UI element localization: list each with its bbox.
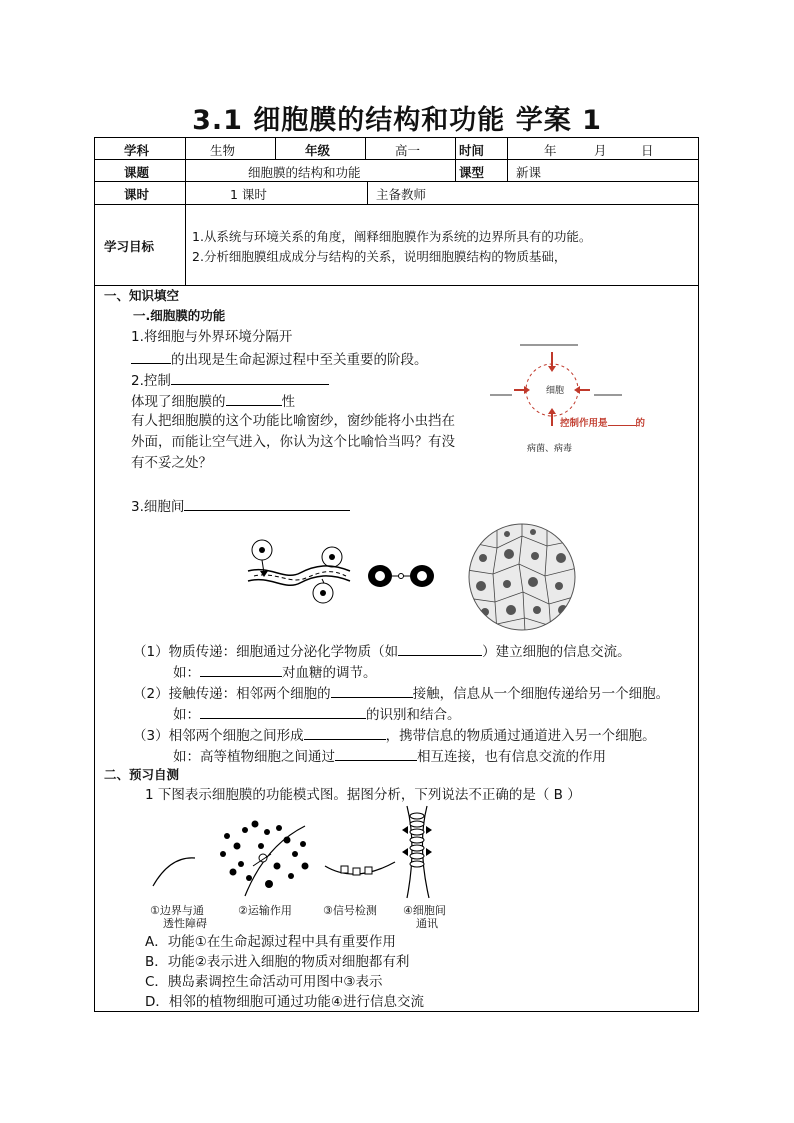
option-d[interactable]: D．相邻的植物细胞可通过功能④进行信息交流: [145, 994, 424, 1010]
blank-line[interactable]: [398, 641, 482, 656]
point2b-line: 体现了细胞膜的 性: [131, 391, 295, 411]
time-month: 月: [594, 143, 607, 158]
point1-line: 的出现是生命起源过程中至关重要的阶段。: [131, 349, 428, 369]
page-title: 3.1 细胞膜的结构和功能 学案 1: [192, 105, 602, 136]
figure-label-4b: 通讯: [416, 917, 438, 930]
blank-line[interactable]: [200, 662, 282, 677]
figure-label-2: ②运输作用: [238, 904, 292, 917]
section1-subheading: 一.细胞膜的功能: [133, 308, 226, 323]
point1: 1.将细胞与外界环境分隔开: [131, 329, 293, 345]
period-label: 课时: [124, 187, 150, 202]
cell-contact-figure: [366, 561, 436, 591]
figure-control-label: 控制作用是 的: [560, 418, 646, 429]
question-1: 1 下图表示细胞膜的功能模式图。据图分析，下列说法不正确的是（ B ）: [145, 787, 581, 803]
type-label: 课型: [459, 165, 485, 180]
blank-line[interactable]: [226, 391, 282, 406]
option-a[interactable]: A．功能①在生命起源过程中具有重要作用: [145, 934, 396, 950]
blood-vessel-figure: [240, 535, 360, 607]
blank-line[interactable]: [335, 746, 417, 761]
blank-line[interactable]: [608, 416, 636, 426]
point2-paragraph-line: 外面，而能让空气进入，你认为这个比喻恰当吗？有没: [131, 434, 455, 450]
blank-line[interactable]: [331, 683, 413, 698]
time-year: 年: [544, 143, 557, 158]
option-b[interactable]: B．功能②表示进入细胞的物质对细胞都有利: [145, 954, 410, 970]
item2-line: （2）接触传递：相邻两个细胞的 接触，信息从一个细胞传递给另一个细胞。: [133, 683, 669, 703]
item3-line: （3）相邻两个细胞之间形成 ，携带信息的物质通过通道进入另一个细胞。: [133, 725, 656, 745]
subject-label: 学科: [124, 143, 150, 158]
time-label: 时间: [459, 143, 485, 158]
point2-line: 2.控制: [131, 370, 329, 390]
plasmodesmata-figure: [467, 522, 577, 632]
subject-value: 生物: [210, 143, 236, 158]
figure-label-4a: ④细胞间: [403, 904, 446, 917]
item1-line: （1）物质传递：细胞通过分泌化学物质（如 ）建立细胞的信息交流。: [133, 641, 631, 661]
section2-heading: 二、预习自测: [104, 767, 180, 782]
point2-paragraph-line: 有不妥之处？: [131, 455, 212, 471]
teacher-label: 主备教师: [376, 187, 427, 202]
goal-item: 2.分析细胞膜组成成分与结构的关系，说明细胞膜结构的物质基础，: [192, 249, 567, 264]
figure-pathogen-label: 病菌、病毒: [527, 444, 573, 454]
option-c[interactable]: C．胰岛素调控生命活动可用图中③表示: [145, 974, 383, 990]
blank-line[interactable]: [200, 704, 366, 719]
blank-line[interactable]: [131, 349, 171, 364]
item2b-line: 如： 的识别和结合。: [173, 704, 461, 724]
cell-control-figure: [490, 340, 670, 460]
blank-line[interactable]: [171, 370, 329, 385]
grade-label: 年级: [305, 143, 331, 158]
item1b-line: 如： 对血糖的调节。: [173, 662, 377, 682]
goal-item: 1.从系统与环境关系的角度，阐释细胞膜作为系统的边界所具有的功能。: [192, 229, 592, 244]
figure-cell-label: 细胞: [546, 386, 565, 396]
item3b-line: 如：高等植物细胞之间通过 相互连接，也有信息交流的作用: [173, 746, 606, 766]
blank-line[interactable]: [304, 725, 386, 740]
period-value: 1 课时: [230, 187, 267, 202]
figure-label-3: ③信号检测: [323, 904, 377, 917]
figure-label-1b: 透性障碍: [163, 917, 207, 930]
membrane-function-diagram: [145, 806, 465, 902]
figure-label-1a: ①边界与通: [150, 904, 204, 917]
topic-label: 课题: [124, 165, 150, 180]
type-value: 新课: [516, 165, 542, 180]
time-day: 日: [641, 143, 654, 158]
topic-value: 细胞膜的结构和功能: [248, 165, 361, 180]
goals-label: 学习目标: [104, 239, 155, 254]
blank-line[interactable]: [184, 496, 350, 511]
section1-heading: 一、知识填空: [104, 288, 180, 303]
point3-line: 3.细胞间: [131, 496, 350, 516]
grade-value: 高一: [395, 143, 421, 158]
point2-paragraph-line: 有人把细胞膜的这个功能比喻窗纱，窗纱能将小虫挡在: [131, 413, 455, 429]
